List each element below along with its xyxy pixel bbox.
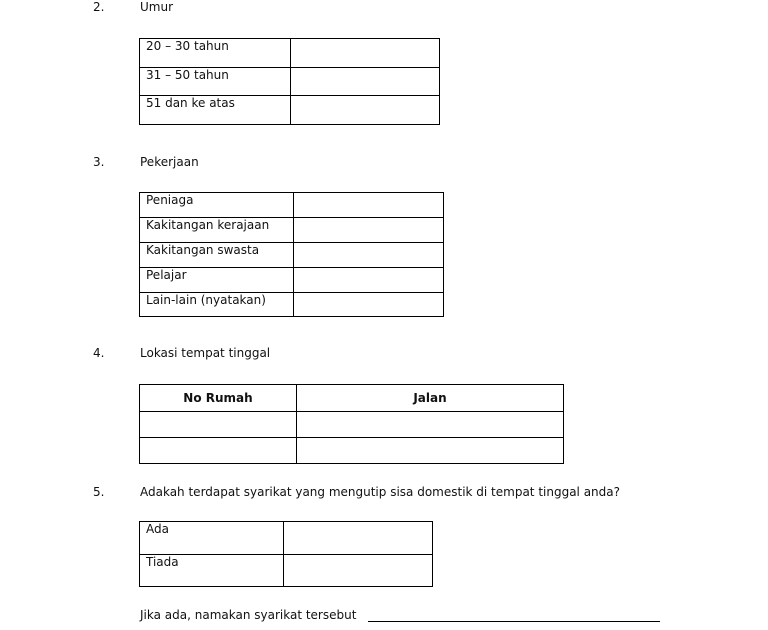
q3-answer-cell[interactable] <box>294 218 444 243</box>
q5-followup-label: Jika ada, namakan syarikat tersebut <box>140 608 357 622</box>
q2-title: Umur <box>140 0 174 14</box>
q3-option: Pelajar <box>140 268 294 293</box>
q3-number: 3. <box>93 155 105 169</box>
q4-header-no-rumah: No Rumah <box>140 385 297 412</box>
q3-option: Kakitangan kerajaan <box>140 218 294 243</box>
q5-followup-blank-line[interactable] <box>368 621 660 622</box>
q4-cell-jalan[interactable] <box>297 412 564 438</box>
q5-table <box>139 521 433 587</box>
q4-table <box>139 384 564 464</box>
q2-option: 51 dan ke atas <box>140 96 291 125</box>
q3-answer-cell[interactable] <box>294 268 444 293</box>
q2-table <box>139 38 440 125</box>
q4-header-jalan: Jalan <box>297 385 564 412</box>
q5-option: Ada <box>140 522 284 555</box>
q3-answer-cell[interactable] <box>294 243 444 268</box>
q4-cell-jalan[interactable] <box>297 438 564 464</box>
q3-answer-cell[interactable] <box>294 293 444 317</box>
q3-title: Pekerjaan <box>140 155 199 169</box>
q3-option: Lain-lain (nyatakan) <box>140 293 294 317</box>
q4-number: 4. <box>93 346 105 360</box>
q5-title: Adakah terdapat syarikat yang mengutip sisa domestik di tempat tinggal anda? <box>140 485 621 499</box>
q3-table <box>139 192 444 317</box>
q2-answer-cell[interactable] <box>291 39 440 68</box>
q4-title: Lokasi tempat tinggal <box>140 346 271 360</box>
q2-option: 31 – 50 tahun <box>140 68 291 96</box>
q3-option: Kakitangan swasta <box>140 243 294 268</box>
q5-option: Tiada <box>140 555 284 587</box>
q2-option: 20 – 30 tahun <box>140 39 291 68</box>
q5-number: 5. <box>93 485 105 499</box>
q2-answer-cell[interactable] <box>291 68 440 96</box>
q2-number: 2. <box>93 0 105 14</box>
q4-cell-no-rumah[interactable] <box>140 438 297 464</box>
q3-option: Peniaga <box>140 193 294 218</box>
q3-answer-cell[interactable] <box>294 193 444 218</box>
q2-answer-cell[interactable] <box>291 96 440 125</box>
q5-answer-cell[interactable] <box>284 522 433 555</box>
q4-cell-no-rumah[interactable] <box>140 412 297 438</box>
q5-answer-cell[interactable] <box>284 555 433 587</box>
